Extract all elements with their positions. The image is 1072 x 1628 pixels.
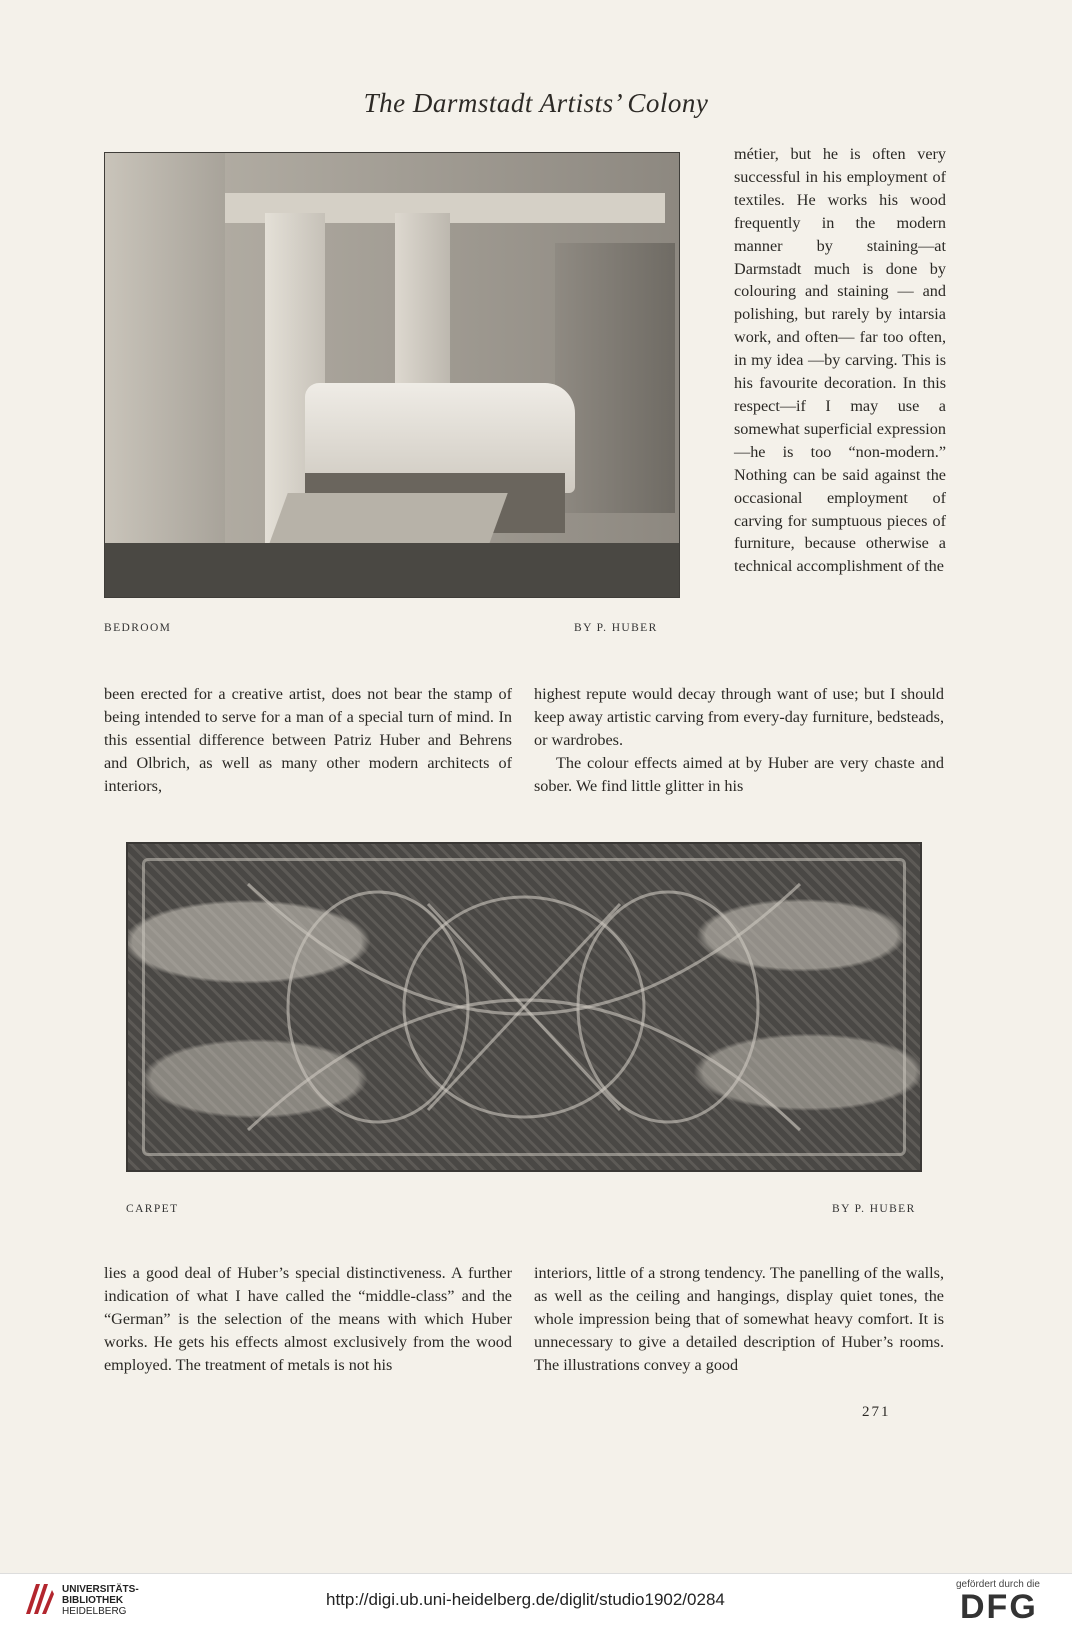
right-column-narrow: métier, but he is often very successful in his employment of textiles. He works his wood frequently in the modern manner by staining—at Darmstadt much is done by colouring and staining — and polishing, but rarely by intarsia work, and often— far too often, in my idea —by carving. This is his favourite decoration. In this respect—if I may use a somewhat superficial expression—he is too “non-modern.” Nothing can be said against the occasional employment of carving for sumptuous pieces of furniture, because otherwise a technical accomplishment of the <box>734 145 946 576</box>
funding-note: gefördert durch die <box>956 1579 1040 1590</box>
page-title: The Darmstadt Artists’ Colony <box>363 88 709 118</box>
bedroom-caption-left: BEDROOM <box>104 622 172 634</box>
library-line-1: UNIVERSITÄTS- <box>62 1584 139 1595</box>
bedroom-caption-right: BY P. HUBER <box>574 622 658 634</box>
lower-left-paragraph: lies a good deal of Huber’s special distinctiveness. A further indication of what I have called the “middle-class” and the “German” is the selection of the means with which Huber works. He gets his effects almost exclusively from the wood employed. The treatment of metals is not his <box>104 1264 512 1374</box>
carpet-caption-right: BY P. HUBER <box>832 1203 916 1215</box>
library-line-2: BIBLIOTHEK <box>62 1595 124 1606</box>
library-line-3: HEIDELBERG <box>62 1606 127 1617</box>
upper-right-paragraph <box>534 683 944 798</box>
source-url-link[interactable]: http://digi.ub.uni-heidelberg.de/diglit/studio1902/0284 <box>326 1590 725 1609</box>
upper-right-p2: The colour effects aimed at by Huber are very chaste and sober. We find little glitter in his <box>534 753 944 795</box>
lower-right-paragraph: interiors, little of a strong tendency. The panelling of the walls, as well as the ceiling and hangings, display quiet tones, the whole impression being that of somewhat heavy comfort. It is unnecessary to give a detailed description of Huber’s rooms. The illustrations convey a good <box>534 1264 944 1374</box>
library-name <box>62 1584 139 1617</box>
bedroom-photo <box>104 152 680 598</box>
carpet-caption-left: CARPET <box>126 1203 179 1215</box>
footer-bar <box>0 1573 1072 1628</box>
page-number: 271 <box>862 1404 891 1420</box>
carpet-photo <box>126 842 922 1172</box>
carpet-pattern <box>128 844 920 1170</box>
upper-right-p1: highest repute would decay through want of use; but I should keep away artistic carving from every-day furniture, bedsteads, or wardrobes. <box>534 685 944 749</box>
upper-left-paragraph: been erected for a creative artist, does not bear the stamp of being intended to serve for a man of a special turn of mind. In this essential difference between Patriz Huber and Behrens and Olbrich, as well as many other modern architects of interiors, <box>104 685 512 795</box>
dfg-logo: DFG <box>960 1588 1038 1626</box>
library-logo-icon <box>22 1580 56 1620</box>
